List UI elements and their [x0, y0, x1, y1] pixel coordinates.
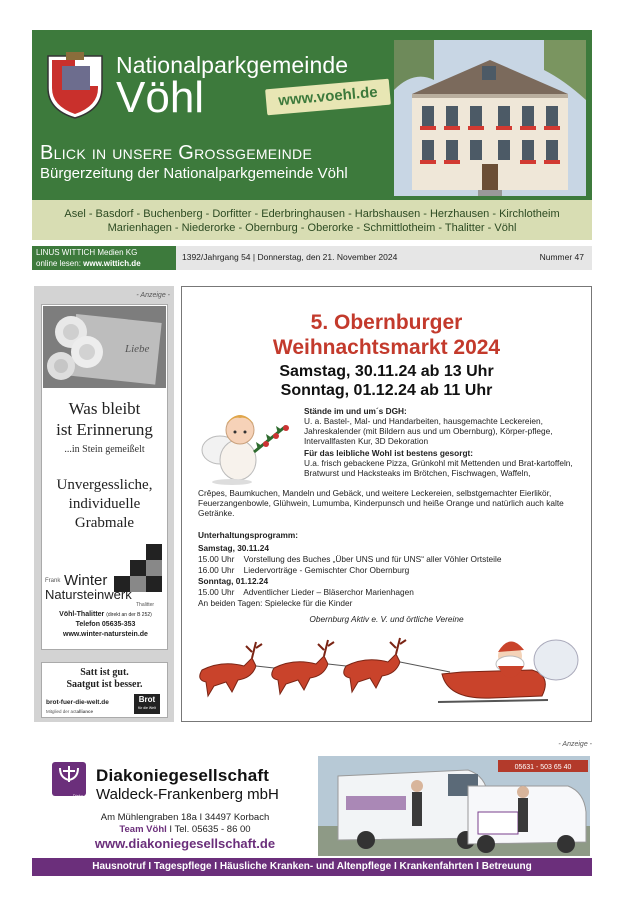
diakonie-team-line — [75, 824, 295, 835]
brot-logo — [134, 694, 160, 714]
masthead-subtitle: Blick in unsere Grossgemeinde — [40, 142, 313, 164]
stone-text3: Grabmale — [74, 515, 135, 531]
diakonie-name: Diakoniegesellschaft — [96, 766, 270, 785]
angel-illustration — [196, 406, 302, 486]
masthead-url[interactable]: www.voehl.de — [265, 79, 391, 116]
photo-caption: Liebe — [125, 343, 150, 355]
stone-headline2: ist Erinnerung — [56, 420, 153, 439]
brot-member — [46, 709, 93, 714]
diakonie-web[interactable]: www.diakoniegesellschaft.de — [94, 836, 276, 851]
event-title-line2: Weihnachtsmarkt 2024 — [272, 336, 501, 359]
stone-web[interactable]: www.winter-naturstein.de — [63, 631, 148, 638]
food-continuation: Crêpes, Baumkuchen, Mandeln und Gebäck, und weitere Leckereien, selbstgemachter Eierlikör, Feuerzangenbowle, Glühwein, Lumumba, Kinderpunsch und heiße Orange und natürlich auch kalte Getränke. — [198, 488, 564, 518]
diakonie-address: Am Mühlengraben 18a I 34497 Korbach — [100, 812, 270, 823]
stone-contact — [43, 610, 168, 640]
services-bar: Hausnotruf I Tagespflege I Häusliche Kranken- und Altenpflege I Krankenfahrten I Betreuung — [32, 858, 592, 876]
van-phone: 05631 - 503 65 40 — [514, 764, 572, 771]
stone-text1: Unvergessliche, — [56, 477, 153, 493]
stone-text2: individuelle — [68, 496, 141, 512]
stone-address: Vöhl-Thalitter — [59, 611, 105, 618]
stone-ad-text — [41, 476, 168, 533]
sunday-item: 15.00 Uhr Adventlicher Lieder – Bläserchor Marienhagen — [198, 587, 414, 597]
roses-photo — [43, 306, 166, 388]
issue-date: 1392/Jahrgang 54 | Donnerstag, den 21. November 2024 — [182, 252, 398, 262]
brot-member-prefix: Mitglied der act — [46, 709, 77, 714]
diakonie-logo — [52, 762, 86, 796]
brand-subtitle: Natursteinwerk — [45, 587, 132, 602]
town-hall-photo — [394, 40, 586, 196]
stone-address-note: (direkt an der B 252) — [106, 612, 152, 618]
saturday-heading: Samstag, 30.11.24 — [198, 543, 270, 553]
diakonie-logo-sub: Diako — [72, 793, 83, 798]
food-text1: U.a. frisch gebackene Pizza, Grünkohl mit Mettenden und Brat-kartoffeln, — [304, 458, 573, 468]
brot-slogan-line2: Saatgut ist besser. — [66, 679, 143, 690]
event-date2: Sonntag, 01.12.24 ab 11 Uhr — [280, 382, 493, 399]
brot-member-suffix: alliance — [76, 709, 94, 714]
brot-web[interactable]: brot-fuer-die-welt.de — [46, 699, 109, 706]
brot-slogan — [41, 667, 168, 691]
saturday-item: 16.00 Uhr Liedervorträge - Gemischter Chor Obernburg — [198, 565, 410, 575]
online-url[interactable]: www.wittich.de — [83, 259, 141, 268]
ad-label: - Anzeige - — [136, 292, 170, 299]
booths-heading: Stände im und um´s DGH: — [304, 406, 407, 416]
sunday-heading: Sonntag, 01.12.24 — [198, 576, 269, 586]
santa-sleigh-illustration — [192, 626, 584, 706]
publisher-box — [32, 246, 176, 270]
saturday-item: 15.00 Uhr Vorstellung des Buches „Über UNS und für UNS“ aller Vöhler Ortsteile — [198, 554, 502, 564]
village-list-line2: Marienhagen - Niederorke - Obernburg - Oberorke - Schmittlotheim - Thalitter - Vöhl — [107, 222, 517, 234]
issue-number: Nummer 47 — [539, 252, 584, 262]
brand-first-name: Frank — [45, 578, 61, 584]
booths-section — [304, 406, 584, 478]
online-prefix: online lesen: — [36, 259, 81, 268]
event-date1: Samstag, 30.11.24 ab 13 Uhr — [279, 363, 494, 380]
masthead-title-line1: Nationalparkgemeinde — [116, 52, 349, 78]
event-title-line1: 5. Obernburger — [310, 311, 463, 334]
coat-of-arms-icon — [44, 48, 106, 120]
brot-logo-text: Brot — [138, 695, 156, 704]
masthead-tagline: Bürgerzeitung der Nationalparkgemeinde Vöhl — [40, 165, 348, 182]
program-section — [198, 530, 584, 609]
stone-ad-headline — [41, 398, 168, 440]
event-title — [181, 310, 592, 360]
program-heading: Unterhaltungsprogramm: — [198, 530, 299, 540]
stone-headline1: Was bleibt — [68, 399, 141, 418]
village-list — [32, 200, 592, 240]
booths-text: U. a. Bastel-, Mal- und Handarbeiten, hausgemachte Leckereien, Jahreskalender (mit Bildern aus und um Obernburg), Körper-pflege, Intervallfasten Kur, 3D Dekoration — [304, 416, 553, 446]
brot-logo-sub: für die Welt — [138, 706, 156, 710]
food-text2: Bratwurst und Hacksteaks im Brötchen, Fischwagen, Waffeln, — [304, 468, 531, 478]
village-list-line1: Asel - Basdorf - Buchenberg - Dorfitter - Ederbringhausen - Harbshausen - Herzhausen - Kirchlotheim — [64, 208, 560, 220]
brand-place: Thalitter — [136, 602, 155, 608]
service-vans-photo — [318, 756, 590, 856]
issue-info-bar — [32, 246, 592, 270]
issue-details — [176, 246, 592, 270]
ad-label: - Anzeige - — [558, 741, 592, 748]
food-heading: Für das leibliche Wohl ist bestens gesorgt: — [304, 448, 474, 458]
online-link-line — [36, 258, 172, 269]
publisher-name: LINUS WITTICH Medien KG — [36, 248, 138, 257]
team-phone: I Tel. 05635 - 86 00 — [169, 824, 251, 835]
organizer: Obernburg Aktiv e. V. und örtliche Vereine — [309, 614, 464, 624]
checker-logo-icon — [114, 544, 162, 592]
event-dates — [181, 362, 592, 400]
diakonie-region: Waldeck-Frankenberg mbH — [96, 786, 279, 803]
diakonie-cross-icon — [52, 762, 86, 788]
stone-headline3: ...in Stein gemeißelt — [64, 444, 145, 455]
both-days-note: An beiden Tagen: Spielecke für die Kinder — [198, 598, 353, 608]
brot-slogan-line1: Satt ist gut. — [80, 667, 129, 678]
stone-address-line — [43, 610, 168, 620]
stone-phone: Telefon 05635-353 — [75, 621, 136, 628]
brand-name: Winter — [64, 572, 108, 589]
masthead-title-line2: Vöhl — [116, 73, 205, 122]
team-label: Team Vöhl — [119, 824, 167, 835]
